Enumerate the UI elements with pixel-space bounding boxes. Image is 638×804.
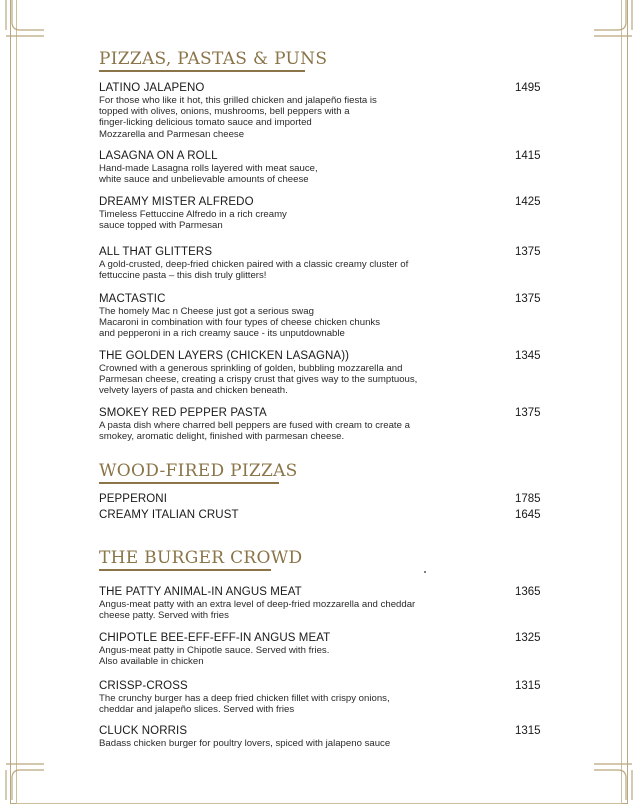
menu-item [99, 492, 549, 506]
item-price: 1325 [515, 632, 541, 644]
item-price: 1785 [515, 493, 541, 505]
item-price: 1375 [515, 293, 541, 305]
item-description: A pasta dish where charred bell peppers are fused with cream to create a smokey, aromatic delight, finished with parmesan cheese. [99, 420, 410, 443]
menu-item [99, 349, 549, 397]
item-price: 1365 [515, 586, 541, 598]
item-name: CLUCK NORRIS [99, 725, 188, 737]
menu-item [99, 508, 549, 522]
menu-item [99, 81, 549, 140]
item-name: MACTASTIC [99, 293, 166, 305]
corner-ornament-icon [4, 0, 44, 40]
menu-item [99, 406, 549, 442]
item-price: 1315 [515, 680, 541, 692]
item-description: Angus-meat patty in Chipotle sauce. Served with fries. Also available in chicken [99, 645, 330, 668]
section-title-burger-crowd: THE BURGER CROWD [99, 548, 303, 568]
item-name: SMOKEY RED PEPPER PASTA [99, 407, 267, 419]
section-title-wood-fired-pizzas: WOOD-FIRED PIZZAS [99, 461, 298, 481]
item-price: 1375 [515, 246, 541, 258]
menu-item [99, 724, 549, 749]
item-description: Badass chicken burger for poultry lovers, spiced with jalapeno sauce [99, 738, 391, 749]
corner-ornament-icon [594, 760, 634, 800]
item-name: THE GOLDEN LAYERS (CHICKEN LASAGNA)) [99, 350, 350, 362]
item-description: Timeless Fettuccine Alfredo in a rich creamy sauce topped with Parmesan [99, 209, 287, 232]
item-price: 1345 [515, 350, 541, 362]
item-name: THE PATTY ANIMAL-IN ANGUS MEAT [99, 586, 302, 598]
item-description: For those who like it hot, this grilled chicken and jalapeño fiesta is topped with olives, onions, mushrooms, bell peppers with a finger-licking delicious tomato sauce and imported Mozzarella and Parmesan cheese [99, 95, 377, 140]
item-price: 1375 [515, 407, 541, 419]
decorative-dot [424, 571, 426, 573]
menu-item [99, 195, 549, 231]
item-name: DREAMY MISTER ALFREDO [99, 196, 254, 208]
item-description: Hand-made Lasagna rolls layered with meat sauce, white sauce and unbelievable amounts of cheese [99, 163, 318, 186]
item-price: 1315 [515, 725, 541, 737]
corner-ornament-icon [594, 0, 634, 40]
item-name: LASAGNA ON A ROLL [99, 150, 218, 162]
menu-item [99, 292, 549, 340]
item-description: The homely Mac n Cheese just got a serious swag Macaroni in combination with four types of cheese chicken chunks and pepperoni in a rich creamy sauce - its unputdownable [99, 306, 381, 340]
menu-item [99, 585, 549, 621]
item-description: The crunchy burger has a deep fried chicken fillet with crispy onions, cheddar and jalapeño slices. Served with fries [99, 693, 390, 716]
item-description: Angus-meat patty with an extra level of deep-fried mozzarella and cheddar cheese patty. Served with fries [99, 599, 416, 622]
item-name: CHIPOTLE BEE-EFF-EFF-IN ANGUS MEAT [99, 632, 331, 644]
item-price: 1645 [515, 509, 541, 521]
item-name: PEPPERONI [99, 493, 168, 505]
section-underline [99, 482, 279, 484]
item-name: LATINO JALAPENO [99, 82, 205, 94]
item-price: 1415 [515, 150, 541, 162]
section-title-pizzas-pastas: PIZZAS, PASTAS & PUNS [99, 49, 328, 69]
menu-item [99, 149, 549, 185]
item-price: 1495 [515, 82, 541, 94]
corner-ornament-icon [4, 760, 44, 800]
item-description: A gold-crusted, deep-fried chicken paired with a classic creamy cluster of fettuccine pasta – this dish truly glitters! [99, 259, 409, 282]
item-price: 1425 [515, 196, 541, 208]
section-underline [99, 70, 305, 72]
menu-item [99, 679, 549, 715]
item-name: CRISSP-CROSS [99, 680, 188, 692]
item-description: Crowned with a generous sprinkling of golden, bubbling mozzarella and Parmesan cheese, creating a crispy crust that gives way to the sumptuous, velvety layers of pasta and chicken beneath. [99, 363, 418, 397]
menu-item [99, 631, 549, 667]
section-underline [99, 569, 271, 571]
item-name: CREAMY ITALIAN CRUST [99, 509, 239, 521]
menu-item [99, 245, 549, 281]
item-name: ALL THAT GLITTERS [99, 246, 213, 258]
